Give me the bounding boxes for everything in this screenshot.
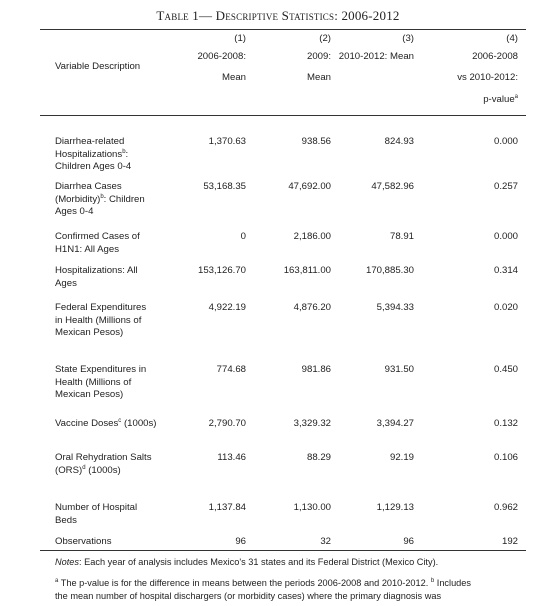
row-value-col1: 774.68 bbox=[216, 364, 246, 375]
col2-header-line1: 2009: bbox=[306, 51, 331, 62]
col2-header-line2: Mean bbox=[307, 72, 331, 83]
row-value-col1: 4,922.19 bbox=[208, 302, 246, 313]
col4-header-line1: 2006-2008 bbox=[472, 51, 518, 62]
col3-number: (3) bbox=[402, 33, 414, 44]
col1-header-line1: 2006-2008: bbox=[197, 51, 246, 62]
row-label: Oral Rehydration Salts (ORS)$^d$ (1000s) bbox=[55, 452, 152, 476]
row-value-col4: 0.020 bbox=[493, 302, 518, 313]
header-rule bbox=[40, 115, 526, 116]
row-value-col2: 4,876.20 bbox=[293, 302, 331, 313]
row-label: Diarrhea Cases (Morbidity)$^b$: Children Ages 0-4 bbox=[55, 181, 145, 218]
row-value-col3: 931.50 bbox=[384, 364, 414, 375]
col1-number: (1) bbox=[234, 33, 246, 44]
row-value-col1: 1,137.84 bbox=[208, 502, 246, 513]
col2-number: (2) bbox=[319, 33, 331, 44]
row-value-col4: 0.257 bbox=[493, 181, 518, 192]
row-value-col3: 92.19 bbox=[389, 452, 414, 463]
row-value-col4: 0.000 bbox=[493, 136, 518, 147]
col4-header-line3: p-value$^a$ bbox=[483, 93, 518, 105]
col4-number: (4) bbox=[506, 33, 518, 44]
row-value-col4: 192 bbox=[501, 536, 518, 547]
row-label: Hospitalizations: All Ages bbox=[55, 265, 138, 289]
row-value-col2: 2,186.00 bbox=[293, 231, 331, 242]
row-value-col2: 88.29 bbox=[306, 452, 331, 463]
footnote-line2: the mean number of hospital dischargers (or morbidity cases) where the primary diagnosis was bbox=[55, 591, 442, 601]
row-value-col1: 153,126.70 bbox=[197, 265, 246, 276]
row-label: Diarrhea-related Hospitalizations$^b$: Children Ages 0-4 bbox=[55, 136, 132, 173]
row-value-col1: 2,790.70 bbox=[208, 418, 246, 429]
row-value-col2: 938.56 bbox=[301, 136, 331, 147]
row-value-col2: 1,130.00 bbox=[293, 502, 331, 513]
row-value-col2: 981.86 bbox=[301, 364, 331, 375]
row-value-col3: 47,582.96 bbox=[371, 181, 414, 192]
row-label: Confirmed Cases of H1N1: All Ages bbox=[55, 231, 140, 255]
notes: Notes: Each year of analysis includes Mexico's 31 states and its Federal District (Mexico City). bbox=[55, 557, 439, 567]
row-value-col4: 0.314 bbox=[493, 265, 518, 276]
row-value-col3: 96 bbox=[403, 536, 414, 547]
row-value-col2: 163,811.00 bbox=[283, 265, 331, 276]
header-variable-description: Variable Description bbox=[55, 61, 141, 72]
row-value-col3: 170,885.30 bbox=[365, 265, 414, 276]
row-value-col2: 47,692.00 bbox=[288, 181, 331, 192]
row-value-col4: 0.106 bbox=[493, 452, 518, 463]
row-value-col4: 0.450 bbox=[493, 364, 518, 375]
row-value-col2: 32 bbox=[320, 536, 331, 547]
top-rule bbox=[40, 29, 526, 30]
row-value-col2: 3,329.32 bbox=[293, 418, 331, 429]
row-value-col1: 1,370.63 bbox=[208, 136, 246, 147]
table-title: Table 1— Descriptive Statistics: 2006-2012 bbox=[156, 8, 400, 23]
row-label: Observations bbox=[55, 536, 112, 547]
col3-header-line1: 2010-2012: Mean bbox=[338, 51, 414, 62]
bottom-rule bbox=[40, 550, 526, 551]
row-value-col1: 96 bbox=[235, 536, 246, 547]
row-value-col3: 824.93 bbox=[384, 136, 414, 147]
row-value-col3: 3,394.27 bbox=[376, 418, 414, 429]
row-value-col3: 5,394.33 bbox=[376, 302, 414, 313]
row-value-col3: 1,129.13 bbox=[376, 502, 414, 513]
row-value-col4: 0.000 bbox=[493, 231, 518, 242]
row-value-col1: 53,168.35 bbox=[203, 181, 246, 192]
row-label: State Expenditures in Health (Millions of Mexican Pesos) bbox=[55, 364, 147, 401]
row-value-col1: 0 bbox=[240, 231, 246, 242]
row-value-col4: 0.962 bbox=[493, 502, 518, 513]
row-label: Vaccine Doses$^c$ (1000s) bbox=[55, 417, 157, 429]
footnote-a: $^a$ The p-value is for the difference in means between the periods 2006-2008 and 2010-2012. $^b$ Includes bbox=[55, 577, 471, 588]
col4-header-line2: vs 2010-2012: bbox=[457, 72, 518, 83]
col1-header-line2: Mean bbox=[222, 72, 246, 83]
row-value-col3: 78.91 bbox=[389, 231, 414, 242]
row-value-col4: 0.132 bbox=[493, 418, 518, 429]
row-label: Federal Expenditures in Health (Millions of Mexican Pesos) bbox=[55, 302, 147, 339]
row-label: Number of Hospital Beds bbox=[55, 502, 138, 526]
row-value-col1: 113.46 bbox=[217, 452, 246, 463]
